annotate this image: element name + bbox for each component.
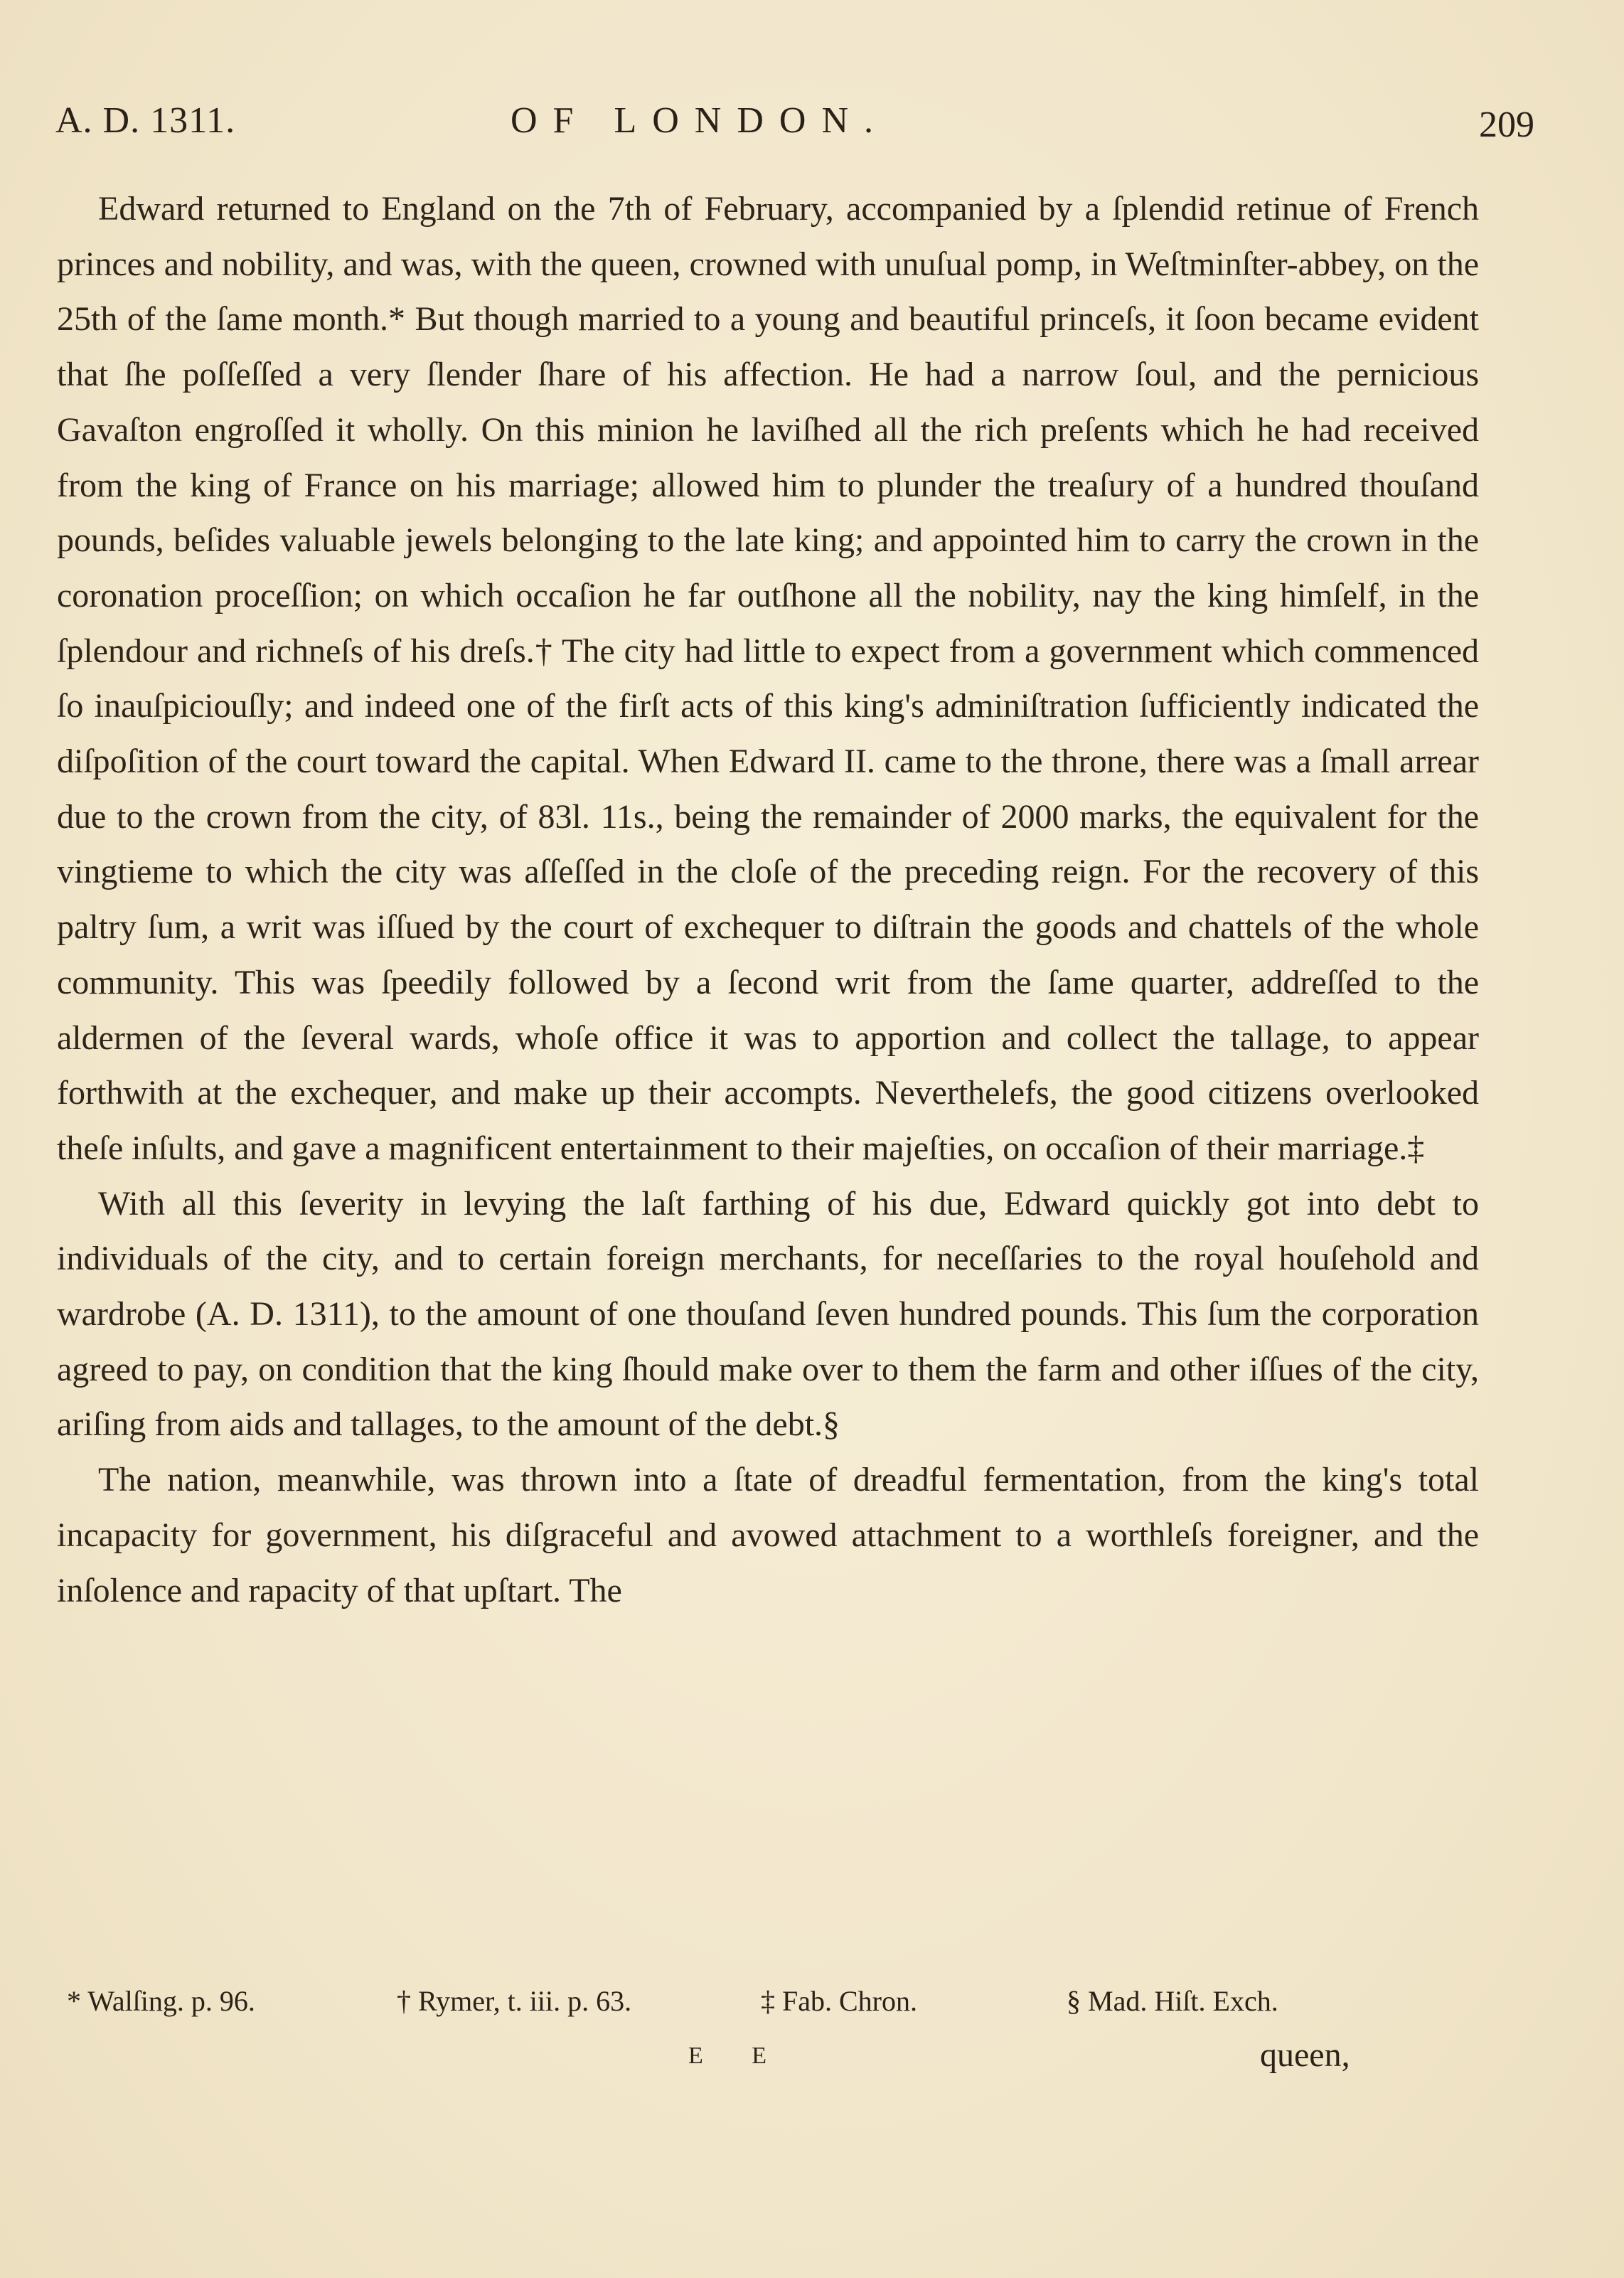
footnote-3: ‡ Fab. Chron. (761, 1985, 917, 2017)
main-text (57, 181, 1479, 1618)
paragraph-1: Edward returned to England on the 7th of February, accompanied by a ſplendid retinue of French princes and nobility, and was, with the queen, crowned with unuſual pomp, in Weſtminſter-abbey, on the 25th of the ſame month.* But though married to a young and beautiful princeſs, it ſoon became evident that ſhe poſſeſſed a very ſlender ſhare of his affection. He had a narrow ſoul, and the pernicious Gavaſton engroſſed it wholly. On this minion he laviſhed all the rich preſents which he had received from the king of France on his marriage; allowed him to plunder the treaſury of a hundred thouſand pounds, beſides valuable jewels belonging to the late king; and appointed him to carry the crown in the coronation proceſſion; on which occaſion he far outſhone all the nobility, nay the king himſelf, in the ſplendour and richneſs of his dreſs.† The city had little to expect from a government which commenced ſo inauſpiciouſly; and indeed one of the firſt acts of this king's adminiſtration ſufficiently indicated the diſpoſition of the court toward the capital. When Edward II. came to the throne, there was a ſmall arrear due to the crown from the city, of 83l. 11s., being the remainder of 2000 marks, the equivalent for the vingtieme to which the city was aſſeſſed in the cloſe of the preceding reign. For the recovery of this paltry ſum, a writ was iſſued by the court of exchequer to diſtrain the goods and chattels of the whole community. This was ſpeedily followed by a ſecond writ from the ſame quarter, addreſſed to the aldermen of the ſeveral wards, whoſe office it was to apportion and collect the tallage, to appear forthwith at the exchequer, and make up their accompts. Neverthelefs, the good citizens overlooked theſe inſults, and gave a magnificent entertainment to their majeſties, on occaſion of their marriage.‡ (57, 190, 1479, 1167)
footnote-1: * Walſing. p. 96. (67, 1985, 255, 2017)
footnote-2: † Rymer, t. iii. p. 63. (397, 1985, 632, 2017)
header-title: OF LONDON. (511, 100, 889, 141)
catchword: queen, (1260, 2036, 1350, 2074)
signature-mark: E E (688, 2043, 789, 2069)
running-header (55, 100, 1534, 156)
footnotes (57, 1984, 1486, 2027)
paragraph-3: The nation, meanwhile, was thrown into a ſtate of dreadful fermentation, from the king's total incapacity for government, his diſgraceful and avowed attachment to a worthleſs foreigner, and the inſolence and rapacity of that upſtart. The (57, 1461, 1479, 1609)
footnote-4: § Mad. Hiſt. Exch. (1067, 1985, 1278, 2017)
header-year: A. D. 1311. (55, 100, 236, 141)
page-number: 209 (1479, 105, 1534, 145)
paragraph-2: With all this ſeverity in levying the laſt farthing of his due, Edward quickly got into debt to individuals of the city, and to certain foreign merchants, for neceſſaries to the royal houſehold and wardrobe (A. D. 1311), to the amount of one thouſand ſeven hundred pounds. This ſum the corporation agreed to pay, on condition that the king ſhould make over to them the farm and other iſſues of the city, ariſing from aids and tallages, to the amount of the debt.§ (57, 1184, 1479, 1444)
